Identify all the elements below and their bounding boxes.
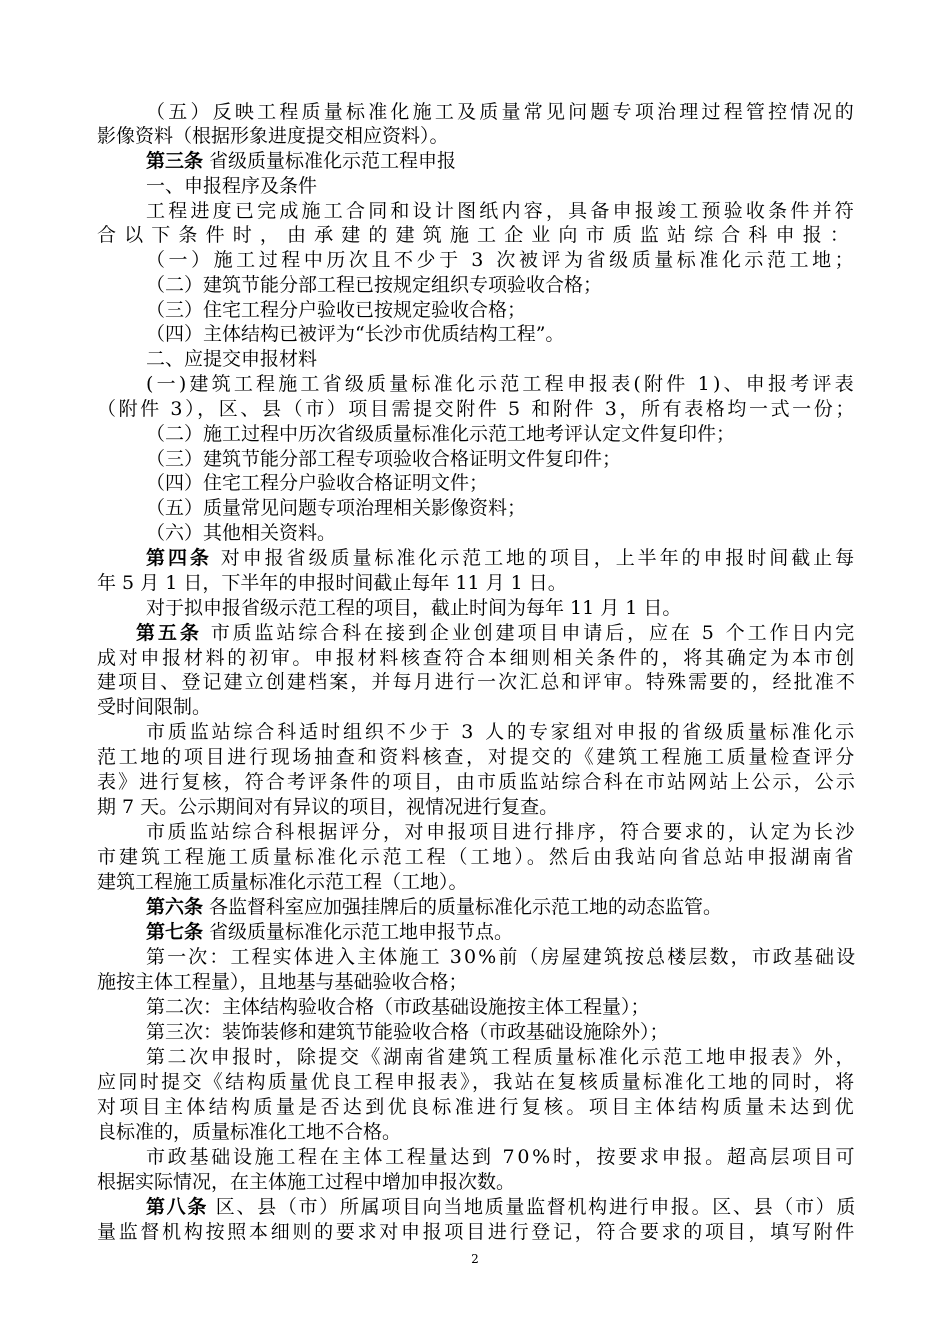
text-line — [146, 248, 857, 272]
text-line — [97, 124, 449, 148]
text-line — [146, 174, 317, 198]
text-line — [97, 223, 857, 247]
line-text: （二）施工过程中历次省级质量标准化示范工地考评认定文件复印件； — [146, 423, 736, 445]
line-text: 工程进度已完成施工合同和设计图纸内容，具备申报竣工预验收条件并符 — [146, 200, 858, 222]
text-line — [97, 670, 857, 694]
line-text: （四）主体结构已被评为“长沙市优质结构工程”。 — [146, 323, 565, 345]
line-text: 市政基础设施工程在主体工程量达到 70%时，按要求申报。超高层项目可 — [146, 1146, 858, 1168]
line-text: 根据实际情况，在主体施工过程中增加申报次数。 — [97, 1171, 516, 1193]
line-text: 市质监站综合科在接到企业创建项目申请后，应在 5 个工作日内完 — [201, 622, 858, 644]
line-text: 影像资料（根据形象进度提交相应资料）。 — [97, 125, 449, 147]
text-line — [146, 496, 526, 520]
line-text: 应同时提交《结构质量优良工程申报表》，我站在复核质量标准化工地的同时，将 — [97, 1071, 857, 1093]
line-text: 范工地的项目进行现场抽查和资料核查，对提交的《建筑工程施工质量检查评分 — [97, 746, 857, 768]
text-line — [146, 1145, 857, 1169]
line-text: 对项目主体结构质量是否达到优良标准进行复核。项目主体结构质量未达到优 — [97, 1096, 858, 1118]
text-line — [146, 720, 857, 744]
line-text: 第二次申报时，除提交《湖南省建筑工程质量标准化示范工地申报表》外， — [146, 1046, 857, 1068]
text-line — [97, 970, 468, 994]
text-line — [146, 199, 857, 223]
line-text: 施按主体工程量），且地基与基础验收合格； — [97, 971, 468, 993]
text-line — [146, 920, 513, 944]
line-text: 第一次：工程实体进入主体施工 30%前（房屋建筑按总楼层数，市政基础设 — [146, 946, 858, 968]
line-text: 第二次：主体结构验收合格（市政基础设施按主体工程量）； — [146, 996, 650, 1018]
text-line — [146, 372, 857, 396]
text-line — [146, 995, 650, 1019]
line-text: 期 7 天。公示期间对有异议的项目，视情况进行复查。 — [97, 796, 559, 818]
text-line — [97, 1070, 857, 1094]
text-line — [146, 422, 735, 446]
line-text: 良标准的，质量标准化工地不合格。 — [97, 1121, 402, 1143]
text-line — [97, 1170, 515, 1194]
text-line — [146, 149, 456, 173]
text-line — [146, 945, 857, 969]
line-text: （三）建筑节能分部工程专项验收合格证明文件复印件； — [146, 448, 622, 470]
line-text: （二）建筑节能分部工程已按规定组织专项验收合格； — [146, 274, 603, 296]
line-text: 一、申报程序及条件 — [146, 175, 318, 197]
line-text: 市质监站综合科根据评分，对申报项目进行排序，符合要求的，认定为长沙 — [146, 821, 857, 843]
text-line — [146, 447, 621, 471]
line-text: 合以下条件时，由承建的建筑施工企业向市质监站综合科申报： — [97, 224, 858, 246]
article-label: 第七条 — [146, 921, 204, 943]
text-line — [97, 870, 468, 894]
text-line — [97, 646, 857, 670]
line-text: 成对申报材料的初审。申报材料核查符合本细则相关条件的，将其确定为本市创 — [97, 647, 857, 669]
text-line — [146, 596, 681, 620]
text-line — [146, 100, 857, 124]
line-text: 第三次：装饰装修和建筑节能验收合格（市政基础设施除外）； — [146, 1021, 669, 1043]
line-text: 各监督科室应加强挂牌后的质量标准化示范工地的动态监管。 — [203, 896, 723, 918]
line-text: 受时间限制。 — [97, 696, 212, 718]
text-line — [146, 298, 526, 322]
text-line — [146, 546, 857, 570]
text-line — [146, 521, 336, 545]
line-text: 市质监站综合科适时组织不少于 3 人的专家组对申报的省级质量标准化示 — [146, 721, 858, 743]
line-text: 市建筑工程施工质量标准化示范工程（工地）。然后由我站向省总站申报湖南省 — [97, 846, 857, 868]
article-label: 第六条 — [146, 896, 204, 918]
text-line — [146, 1045, 857, 1069]
text-line — [97, 1095, 857, 1119]
text-line — [146, 1020, 669, 1044]
article-label: 第四条 — [146, 547, 212, 569]
line-text: 省级质量标准化示范工程申报 — [203, 150, 457, 172]
line-text: 量监督机构按照本细则的要求对申报项目进行登记，符合要求的项目，填写附件 — [97, 1221, 857, 1243]
line-text: （一）施工过程中历次且不少于 3 次被评为省级质量标准化示范工地； — [146, 249, 858, 271]
article-label: 第三条 — [146, 150, 204, 172]
line-text: （六）其他相关资料。 — [146, 522, 337, 544]
line-text: 表》进行复核，符合考评条件的项目，由市质监站综合科在市站网站上公示，公示 — [97, 771, 857, 793]
article-label: 第八条 — [146, 1196, 209, 1218]
article-label: 第五条 — [136, 622, 202, 644]
text-line — [146, 1195, 857, 1219]
line-text: (一)建筑工程施工省级质量标准化示范工程申报表(附件 1)、申报考评表 — [146, 373, 857, 395]
text-line — [146, 820, 857, 844]
text-line — [97, 1120, 401, 1144]
text-line — [97, 695, 211, 719]
line-text: 区、县（市）所属项目向当地质量监督机构进行申报。区、县（市）质 — [208, 1196, 858, 1218]
text-line — [97, 571, 567, 595]
line-text: （附件 3），区、县（市）项目需提交附件 5 和附件 3，所有表格均一式一份； — [97, 398, 857, 420]
line-text: （五）质量常见问题专项治理相关影像资料； — [146, 497, 527, 519]
text-line — [146, 347, 317, 371]
text-line — [146, 322, 564, 346]
line-text: （五）反映工程质量标准化施工及质量常见问题专项治理过程管控情况的 — [146, 101, 858, 123]
text-line — [97, 745, 857, 769]
line-text: 建筑工程施工质量标准化示范工程（工地）。 — [97, 871, 468, 893]
text-line — [97, 845, 857, 869]
line-text: 对于拟申报省级示范工程的项目，截止时间为每年 11 月 1 日。 — [146, 597, 682, 619]
line-text: （三）住宅工程分户验收已按规定验收合格； — [146, 299, 527, 321]
text-line — [97, 1220, 857, 1244]
line-text: 对申报省级质量标准化示范工地的项目，上半年的申报时间截止每 — [211, 547, 858, 569]
text-line — [136, 621, 857, 645]
page-number: 2 — [471, 1252, 479, 1266]
line-text: 二、应提交申报材料 — [146, 348, 318, 370]
text-line — [97, 795, 558, 819]
line-text: 年 5 月 1 日，下半年的申报时间截止每年 11 月 1 日。 — [97, 572, 567, 594]
text-line — [146, 895, 722, 919]
text-line — [146, 471, 488, 495]
line-text: （四）住宅工程分户验收合格证明文件； — [146, 472, 489, 494]
text-line — [146, 273, 602, 297]
text-line — [97, 397, 857, 421]
line-text: 省级质量标准化示范工地申报节点。 — [203, 921, 514, 943]
line-text: 建项目、登记建立创建档案，并每月进行一次汇总和评审。特殊需要的，经批准不 — [97, 671, 857, 693]
text-line — [97, 770, 857, 794]
